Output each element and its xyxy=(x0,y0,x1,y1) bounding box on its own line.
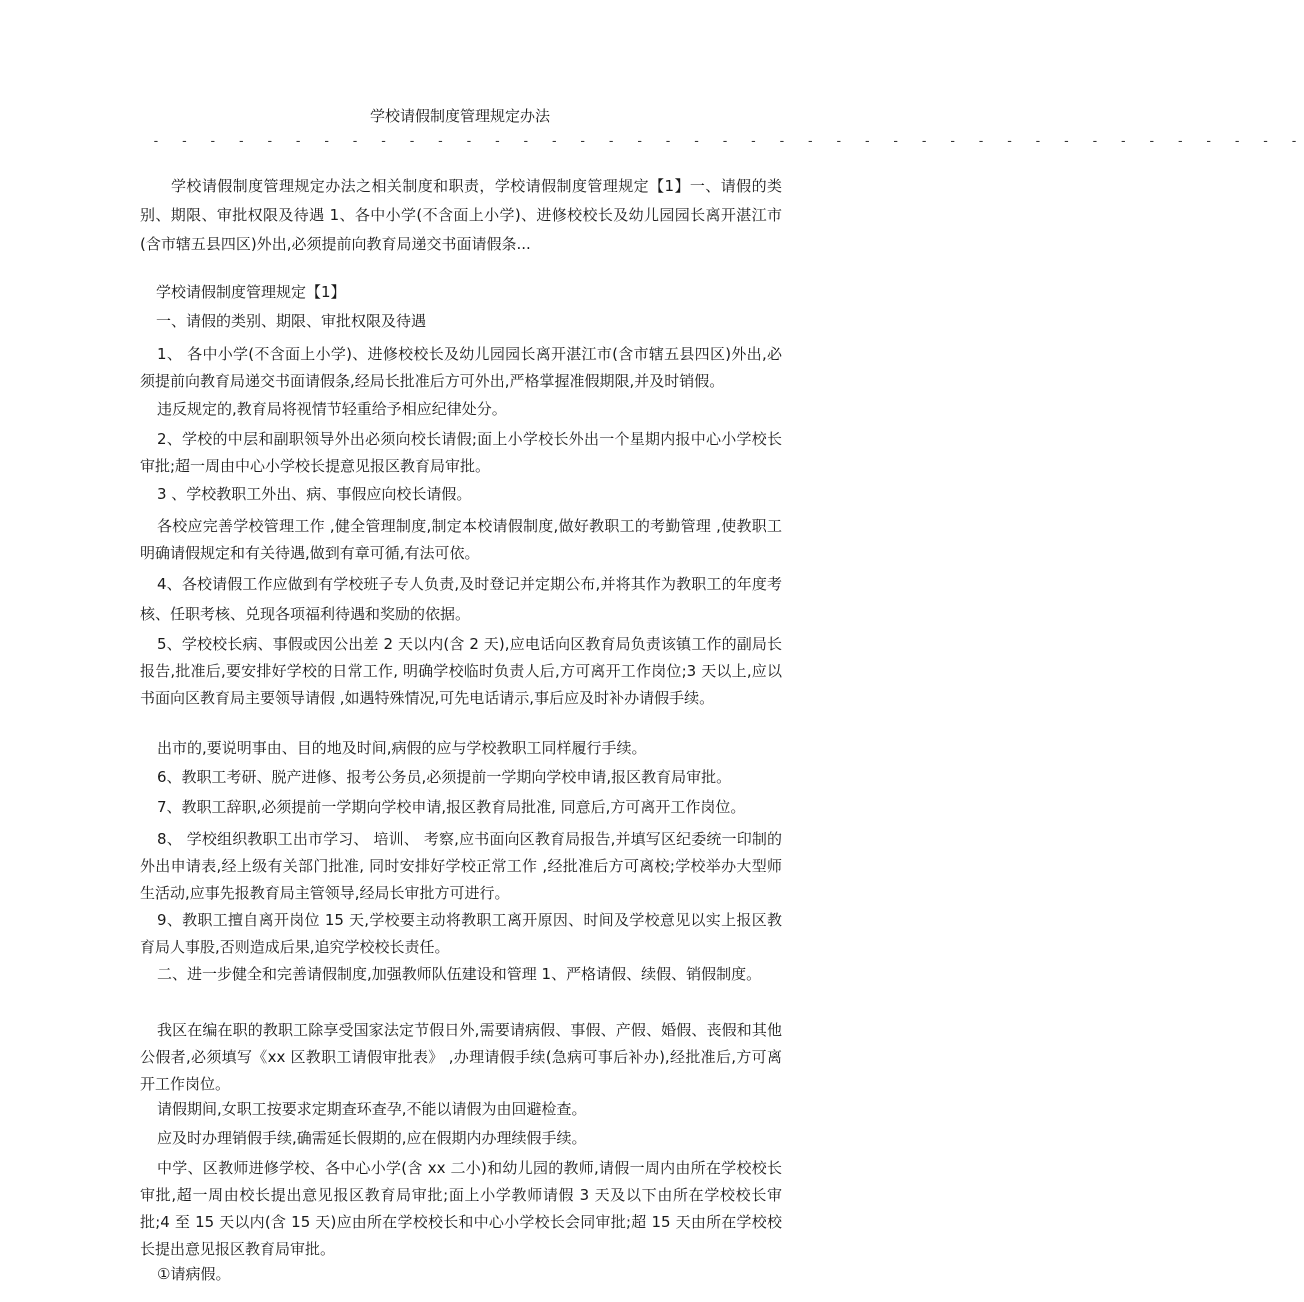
paragraph-4 xyxy=(140,569,782,629)
paragraph-3b-text: 各校应完善学校管理工作 ,健全管理制度,制定本校请假制度,做好教职工的考勤管理 ,使教职工明确请假规定和有关待遇,做到有章可循,有法可依。 xyxy=(140,517,782,562)
paragraph-7-text: 7、教职工辞职,必须提前一学期向学校申请,报区教育局批准, 同意后,方可离开工作岗位。 xyxy=(157,798,746,816)
paragraph-5b-text: 出市的,要说明事由、目的地及时间,病假的应与学校教职工同样履行手续。 xyxy=(157,739,647,757)
summary-text: 学校请假制度管理规定办法之相关制度和职责，学校请假制度管理规定【1】一、请假的类别、期限、审批权限及待遇 1、各中小学(不含面上小学)、进修校校长及幼儿园园长离开湛江市(含市辖五县四区)外出,必须提前向教育局递交书面请假条... xyxy=(140,177,782,253)
paragraph-9 xyxy=(140,907,782,961)
paragraph-14 xyxy=(140,1261,782,1288)
heading-1 xyxy=(140,279,782,306)
section-1-heading xyxy=(140,308,782,335)
separator-line: - - - - - - - - - - - - - - - - - - - - - - - - - - - - - - - - - - - - - - - - - xyxy=(152,134,1304,149)
paragraph-1-text: 1、 各中小学(不含面上小学)、进修校校长及幼儿园园长离开湛江市(含市辖五县四区)外出,必须提前向教育局递交书面请假条,经局长批准后方可外出,严格掌握准假期限,并及时销假。 xyxy=(140,345,782,390)
paragraph-11 xyxy=(140,1096,782,1123)
paragraph-5-text: 5、学校校长病、事假或因公出差 2 天以内(含 2 天),应电话向区教育局负责该镇工作的副局长报告,批准后,要安排好学校的日常工作, 明确学校临时负责人后,方可离开工作岗位;3 天以上,应以书面向区教育局主要领导请假 ,如遇特殊情况,可先电话请示,事后应及时补办请假手续。 xyxy=(140,635,782,707)
paragraph-5b xyxy=(140,735,782,762)
section-1-text: 一、请假的类别、期限、审批权限及待遇 xyxy=(156,312,427,330)
paragraph-3b xyxy=(140,513,782,567)
summary-paragraph xyxy=(140,172,782,259)
paragraph-10-text: 我区在编在职的教职工除享受国家法定节假日外,需要请病假、事假、产假、婚假、丧假和其他公假者,必须填写《xx 区教职工请假审批表》 ,办理请假手续(急病可事后补办),经批准后,方可离开工作岗位。 xyxy=(140,1021,782,1093)
paragraph-5 xyxy=(140,631,782,712)
paragraph-12-text: 应及时办理销假手续,确需延长假期的,应在假期内办理续假手续。 xyxy=(157,1129,587,1147)
paragraph-6 xyxy=(140,764,782,791)
paragraph-1b-text: 违反规定的,教育局将视情节轻重给予相应纪律处分。 xyxy=(157,400,507,418)
paragraph-9-text: 9、教职工擅自离开岗位 15 天,学校要主动将教职工离开原因、时间及学校意见以实上报区教育局人事股,否则造成后果,追究学校校长责任。 xyxy=(140,911,782,956)
paragraph-2-text: 2、学校的中层和副职领导外出必须向校长请假;面上小学校长外出一个星期内报中心小学校长审批;超一周由中心小学校长提意见报区教育局审批。 xyxy=(140,430,782,475)
paragraph-3 xyxy=(140,481,782,508)
paragraph-3-text: 3 、学校教职工外出、病、事假应向校长请假。 xyxy=(157,485,472,503)
paragraph-7 xyxy=(140,794,782,821)
paragraph-12 xyxy=(140,1125,782,1152)
paragraph-13 xyxy=(140,1155,782,1263)
paragraph-1 xyxy=(140,341,782,395)
paragraph-13-text: 中学、区教师进修学校、各中心小学(含 xx 二小)和幼儿园的教师,请假一周内由所在学校校长审批,超一周由校长提出意见报区教育局审批;面上小学教师请假 3 天及以下由所在学校校长审批;4 至 15 天以内(含 15 天)应由所在学校校长和中心小学校长会同审批;超 15 天由所在学校校长提出意见报区教育局审批。 xyxy=(140,1159,782,1258)
paragraph-2 xyxy=(140,426,782,480)
paragraph-8-text: 8、 学校组织教职工出市学习、 培训、 考察,应书面向区教育局报告,并填写区纪委统一印制的外出申请表,经上级有关部门批准, 同时安排好学校正常工作 ,经批准后方可离校;学校举办大型师生活动,应事先报教育局主管领导,经局长审批方可进行。 xyxy=(140,830,782,902)
section-2-heading xyxy=(140,961,782,988)
paragraph-6-text: 6、教职工考研、脱产进修、报考公务员,必须提前一学期向学校申请,报区教育局审批。 xyxy=(157,768,732,786)
paragraph-10 xyxy=(140,1017,782,1098)
paragraph-11-text: 请假期间,女职工按要求定期查环查孕,不能以请假为由回避检查。 xyxy=(157,1100,587,1118)
paragraph-1b xyxy=(140,396,782,423)
heading-1-text: 学校请假制度管理规定【1】 xyxy=(156,283,346,301)
section-2-text: 二、进一步健全和完善请假制度,加强教师队伍建设和管理 1、严格请假、续假、销假制度。 xyxy=(157,965,762,983)
paragraph-14-text: ①请病假。 xyxy=(157,1265,231,1283)
paragraph-8 xyxy=(140,826,782,907)
document-title: 学校请假制度管理规定办法 xyxy=(369,107,550,125)
paragraph-4-text: 4、各校请假工作应做到有学校班子专人负责,及时登记并定期公布,并将其作为教职工的年度考核、任职考核、兑现各项福利待遇和奖励的依据。 xyxy=(140,575,782,623)
